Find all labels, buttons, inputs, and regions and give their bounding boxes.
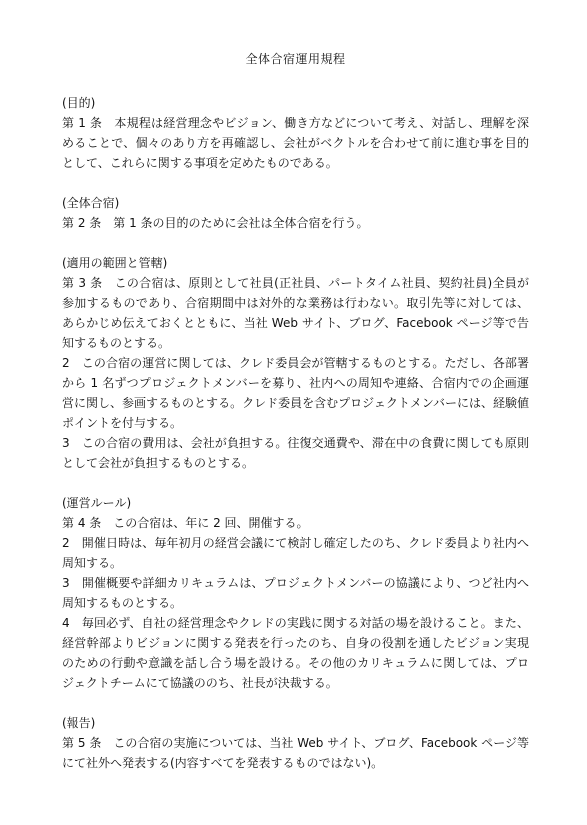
- section-rules: [62, 493, 529, 693]
- section-purpose: [62, 93, 529, 173]
- document-title: 全体合宿運用規程: [245, 52, 346, 66]
- article-4-clause-4: 4 毎回必ず、自社の経営理念やクレドの実践に関する対話の場を設けること。また、経営幹部よりビジョンに関する発表を行ったのち、自身の役割を通したビジョン実現のための行動や意識を話し合う場を設ける。その他のカリキュラムに関しては、プロジェクトチームにて協議ののち、社長が決裁する。: [62, 616, 529, 690]
- article-4-clause-3: 3 開催概要や詳細カリキュラムは、プロジェクトメンバーの協議により、つど社内へ周知するものとする。: [62, 576, 529, 610]
- section-scope: [62, 253, 529, 473]
- section-report: [62, 713, 529, 773]
- section-heading: (適用の範囲と管轄): [62, 256, 168, 270]
- article-3-clause-2: 2 この合宿の運営に関しては、クレド委員会が管轄するものとする。ただし、各部署から 1 名ずつプロジェクトメンバーを募り、社内への周知や連絡、合宿内での企画運営に関し、参画するものとする。クレド委員を含むプロジェクトメンバーには、経験値ポイントを付与する。: [62, 356, 529, 430]
- section-camp: [62, 193, 529, 233]
- article-2: 第 2 条 第 1 条の目的のために会社は全体合宿を行う。: [62, 216, 369, 230]
- section-heading: (報告): [62, 716, 96, 730]
- section-heading: (運営ルール): [62, 496, 132, 510]
- article-4-clause-2: 2 開催日時は、毎年初月の経営会議にて検討し確定したのち、クレド委員より社内へ周知する。: [62, 536, 529, 570]
- article-3: 第 3 条 この合宿は、原則として社員(正社員、パートタイム社員、契約社員)全員が参加するものであり、合宿期間中は対外的な業務は行わない。取引先等に対しては、あらかじめ伝えておくとともに、当社 Web サイト、ブログ、Facebook ページ等で告知するものとする。: [62, 276, 529, 350]
- article-3-clause-3: 3 この合宿の費用は、会社が負担する。往復交通費や、滞在中の食費に関しても原則として会社が負担するものとする。: [62, 436, 529, 470]
- article-1: 第 1 条 本規程は経営理念やビジョン、働き方などについて考え、対話し、理解を深めることで、個々のあり方を再確認し、会社がベクトルを合わせて前に進む事を目的として、これらに関する事項を定めたものである。: [62, 116, 529, 170]
- article-4: 第 4 条 この合宿は、年に 2 回、開催する。: [62, 516, 309, 530]
- article-5: 第 5 条 この合宿の実施については、当社 Web サイト、ブログ、Facebook ページ等にて社外へ発表する(内容すべてを発表するものではない)。: [62, 736, 529, 770]
- section-heading: (全体合宿): [62, 196, 120, 210]
- section-heading: (目的): [62, 96, 96, 110]
